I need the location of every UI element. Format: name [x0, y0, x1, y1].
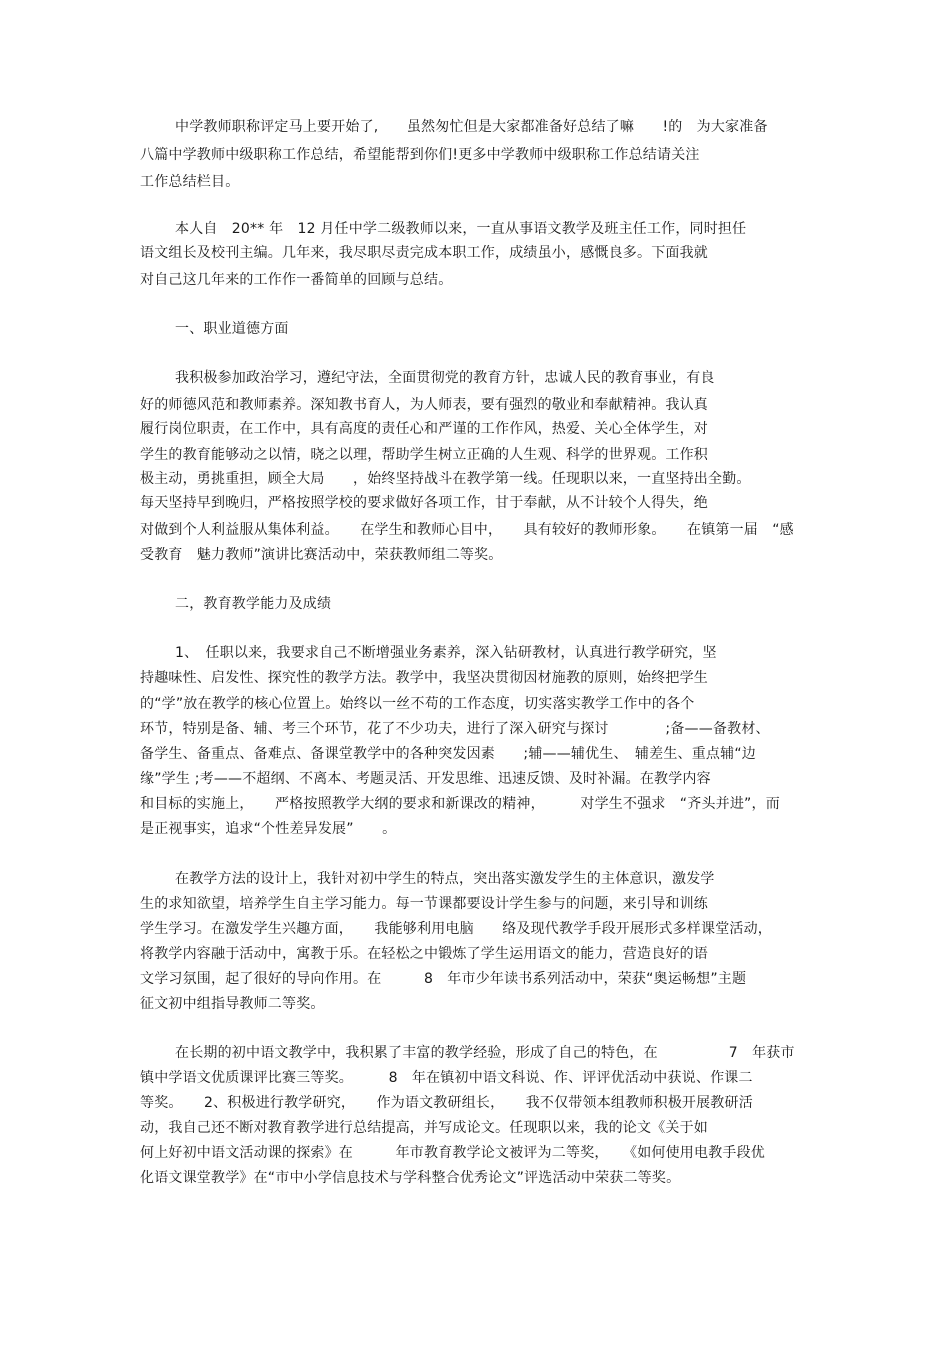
text-line: 生的求知欲望，培养学生自主学习能力。每一节课都要设计学生参与的问题，来引导和训练	[140, 896, 708, 912]
text-line: 在教学方法的设计上，我针对初中学生的特点，突出落实激发学生的主体意识，激发学	[175, 871, 715, 887]
text-line: 八篇中学教师中级职称工作总结，希望能帮到你们!更多中学教师中级职称工作总结请关注	[140, 147, 700, 163]
text-line: 对做到个人利益服从集体利益。 在学生和教师心目中， 具有较好的教师形象。 在镇第一届 “感	[140, 522, 794, 538]
text-line: 本人自 20** 年 12 月任中学二级教师以来，一直从事语文教学及班主任工作，同时担任	[175, 221, 747, 237]
text-line: 极主动，勇挑重担，顾全大局 ，始终坚持战斗在教学第一线。任现职以来，一直坚持出全勤。	[140, 471, 751, 487]
text-line: 语文组长及校刊主编。几年来，我尽职尽责完成本职工作，成绩虽小，感慨良多。下面我就	[140, 245, 708, 261]
text-line: 等奖。 2、积极进行教学研究， 作为语文教研组长， 我不仅带领本组教师积极开展教研活	[140, 1095, 753, 1111]
text-line: 1、 任职以来，我要求自己不断增强业务素养，深入钻研教材，认真进行教学研究，坚	[175, 645, 717, 661]
text-line: 学生学习。在激发学生兴趣方面， 我能够利用电脑 络及现代教学手段开展形式多样课堂活动，	[140, 921, 772, 937]
text-line: 每天坚持早到晚归，严格按照学校的要求做好各项工作，甘于奉献，从不计较个人得失，绝	[140, 495, 708, 511]
text-line: 化语文课堂教学》在“市中小学信息技术与学科整合优秀论文”评选活动中荣获二等奖。	[140, 1170, 681, 1186]
text-line: 受教育 魅力教师”演讲比赛活动中，荣获教师组二等奖。	[140, 547, 503, 563]
text-line: 文学习氛围，起了很好的导向作用。在 8 年市少年读书系列活动中，荣获“奥运畅想”主题	[140, 971, 747, 987]
section-heading: 二，教育教学能力及成绩	[175, 596, 332, 612]
text-line: 和目标的实施上， 严格按照教学大纲的要求和新课改的精神， 对学生不强求 “齐头并进”，而	[140, 796, 780, 812]
text-line: 缘”学生 ;考——不超纲、不离本、考题灵活、开发思维、迅速反馈、及时补漏。在教学内容	[140, 771, 711, 787]
text-line: 工作总结栏目。	[140, 174, 240, 190]
text-line: 将教学内容融于活动中，寓教于乐。在轻松之中锻炼了学生运用语文的能力，营造良好的语	[140, 946, 708, 962]
text-line: 动，我自己还不断对教育教学进行总结提高，并写成论文。任现职以来，我的论文《关于如	[140, 1120, 708, 1136]
section-heading: 一、职业道德方面	[175, 321, 289, 337]
text-line: 我积极参加政治学习，遵纪守法，全面贯彻党的教育方针，忠诚人民的教育事业，有良	[175, 370, 715, 386]
text-line: 的“学”放在教学的核心位置上。始终以一丝不苟的工作态度，切实落实教学工作中的各个	[140, 696, 695, 712]
text-line: 对自己这几年来的工作作一番简单的回顾与总结。	[140, 272, 453, 288]
text-line: 学生的教育能够动之以情，晓之以理，帮助学生树立正确的人生观、科学的世界观。工作积	[140, 447, 708, 463]
text-line: 备学生、备重点、备难点、备课堂教学中的各种突发因素 ;辅——辅优生、 辅差生、重点辅“边	[140, 746, 756, 762]
text-line: 是正视事实，追求“个性差异发展” 。	[140, 821, 397, 837]
text-line: 好的师德风范和教师素养。深知教书育人，为人师表，要有强烈的敬业和奉献精神。我认真	[140, 397, 708, 413]
text-line: 持趣味性、启发性、探究性的教学方法。教学中，我坚决贯彻因材施教的原则，始终把学生	[140, 670, 708, 686]
text-line: 中学教师职称评定马上要开始了, 虽然匆忙但是大家都准备好总结了嘛 !的 为大家准备	[175, 119, 768, 135]
text-line: 在长期的初中语文教学中，我积累了丰富的教学经验，形成了自己的特色，在 7 年获市	[175, 1045, 795, 1061]
text-line: 何上好初中语文活动课的探索》在 年市教育教学论文被评为二等奖， 《如何使用电教手段优	[140, 1145, 765, 1161]
text-line: 镇中学语文优质课评比赛三等奖。 8 年在镇初中语文科说、作、评评优活动中获说、作课二	[140, 1070, 753, 1086]
text-line: 环节，特别是备、辅、考三个环节，花了不少功夫，进行了深入研究与探讨 ;备——备教材、	[140, 721, 770, 737]
text-line: 征文初中组指导教师二等奖。	[140, 996, 325, 1012]
text-line: 履行岗位职责，在工作中，具有高度的责任心和严谨的工作作风，热爱、关心全体学生，对	[140, 421, 708, 437]
